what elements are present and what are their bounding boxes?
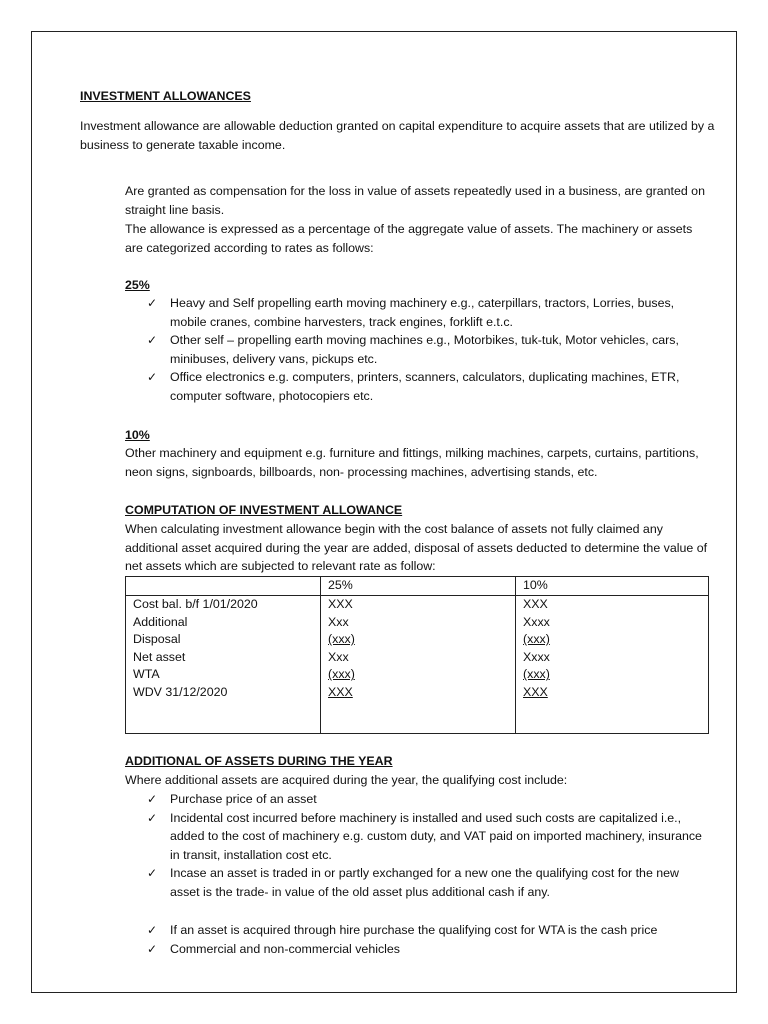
additions-list-continued — [125, 921, 705, 958]
list-item: ✓ Incidental cost incurred before machinery is installed and used such costs are capitalized i.e., added to the cost of machinery e.g. custom duty, and VAT paid on imported machinery, insurance in transit, installation cost etc. — [147, 810, 702, 862]
table-row — [126, 596, 709, 734]
checkmark-icon: ✓ — [147, 370, 158, 385]
computation-text: When calculating investment allowance begin with the cost balance of assets not fully claimed any additional asset acquired during the year are added, disposal of assets deducted to determine the value of net assets which are subjected to relevant rate as follow: — [125, 522, 708, 574]
rates-paragraph: The allowance is expressed as a percentage of the aggregate value of assets. The machinery or assets are categorized according to rates as follows: — [125, 222, 693, 255]
compensation-paragraph: Are granted as compensation for the loss in value of assets repeatedly used in a business, are granted on straight line basis. — [125, 184, 705, 217]
list-item: ✓ Heavy and Self propelling earth moving machinery e.g., caterpillars, tractors, Lorries, buses, mobile cranes, combine harvesters, track engines, forklift e.t.c. — [147, 296, 675, 329]
checkmark-icon: ✓ — [147, 941, 158, 956]
intro-paragraph: Investment allowance are allowable deduction granted on capital expenditure to acquire assets that are utilized by a business to generate taxable income. — [80, 119, 715, 152]
list-item: ✓ Office electronics e.g. computers, printers, scanners, calculators, duplicating machines, ETR, computer software, photocopiers etc. — [147, 370, 680, 403]
checkmark-icon: ✓ — [147, 792, 158, 806]
list-item: ✓ If an asset is acquired through hire purchase the qualifying cost for WTA is the cash price — [125, 921, 705, 940]
checkmark-icon: ✓ — [147, 296, 158, 310]
table-header-row — [126, 577, 709, 596]
list-item: ✓ Incase an asset is traded in or partly exchanged for a new one the qualifying cost for the new asset is the trade- in value of the old asset plus additional cash if any. — [147, 866, 680, 899]
table-header-10: 10% — [516, 577, 709, 596]
list-item: ✓ Commercial and non-commercial vehicles — [125, 940, 705, 959]
rate-25-values-cell: XXX Xxx (xxx) Xxx (xxx) XXX — [321, 596, 516, 734]
checkmark-icon: ✓ — [147, 333, 158, 348]
page-title: INVESTMENT ALLOWANCES — [80, 89, 251, 103]
checkmark-icon: ✓ — [147, 923, 158, 937]
additions-list — [125, 790, 705, 902]
rate-10-text: Other machinery and equipment e.g. furniture and fittings, milking machines, carpets, curtains, partitions, neon signs, signboards, billboards, non- processing machines, advertising stands, etc. — [125, 446, 699, 479]
additions-heading: ADDITIONAL OF ASSETS DURING THE YEAR — [125, 754, 393, 768]
list-item: ✓ Other self – propelling earth moving machines e.g., Motorbikes, tuk-tuk, Motor vehicles, cars, minibuses, delivery vans, pickups etc. — [147, 333, 679, 366]
checkmark-icon: ✓ — [147, 810, 158, 825]
table-header-label — [126, 577, 321, 596]
allowance-table — [125, 576, 709, 734]
rate-25-heading: 25% — [125, 278, 150, 292]
table-header-25: 25% — [321, 577, 516, 596]
rate-10-heading: 10% — [125, 428, 150, 442]
rate-25-list — [125, 294, 705, 406]
rate-10-values-cell: XXX Xxxx (xxx) Xxxx (xxx) XXX — [516, 596, 709, 734]
checkmark-icon: ✓ — [147, 866, 158, 881]
row-labels-cell: Cost bal. b/f 1/01/2020 Additional Disposal Net asset WTA WDV 31/12/2020 — [126, 596, 321, 734]
additions-text: Where additional assets are acquired during the year, the qualifying cost include: — [125, 773, 568, 787]
list-item: ✓ Purchase price of an asset — [125, 790, 705, 809]
computation-heading: COMPUTATION OF INVESTMENT ALLOWANCE — [125, 503, 403, 517]
